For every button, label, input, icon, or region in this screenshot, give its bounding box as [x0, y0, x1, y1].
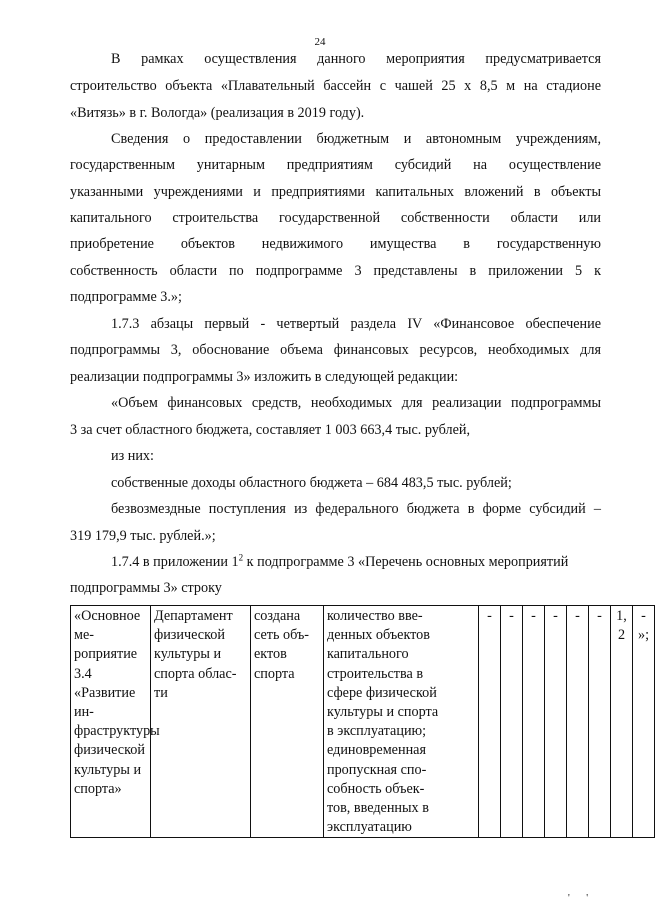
cell-responsible: Департамент физической культуры и спорта облас- ти [151, 606, 251, 838]
cell-value: - [589, 606, 611, 838]
cell-value-last: - »; [633, 606, 655, 838]
text-line: собственность области по подпрограмме 3 представлены в приложении 5 к [70, 263, 601, 279]
text-line: 3 за счет областного бюджета, составляет 1 003 663,4 тыс. рублей, [70, 422, 471, 438]
text-line: реализации подпрограммы 3» изложить в следующей редакции: [70, 369, 459, 385]
cell-value: - [567, 606, 589, 838]
text-line: из них: [111, 448, 154, 464]
text-line: подпрограммы 3» строку [70, 580, 222, 596]
annex-superscript: 2 [238, 552, 244, 563]
cell-result: создана сеть объ- ектов спорта [251, 606, 324, 838]
cell-value-2: 1, 2 [611, 606, 633, 838]
text-line: приобретение объектов недвижимого имущества в государственную [70, 236, 601, 252]
activity-row-table [70, 605, 655, 838]
text-line: безвозмездные поступления из федерального бюджета в форме субсидий – [111, 501, 601, 517]
footer-marks: ' ' [568, 893, 596, 904]
table-row [71, 606, 655, 838]
cell-value: - [523, 606, 545, 838]
text-line: Сведения о предоставлении бюджетным и автономным учреждениям, [111, 131, 601, 147]
annex-line [111, 552, 569, 570]
annex-line-before: 1.7.4 в приложении 1 [111, 554, 239, 570]
annex-line-after: к подпрограмме 3 «Перечень основных мероприятий [243, 554, 569, 570]
cell-indicator: количество вве- денных объектов капитального строительства в сфере физической культуры и спорта в эксплуатацию; единовременная пропускная спо- собность объек- тов, введенных в эксплуатацию [324, 606, 479, 838]
text-line: подпрограммы 3, обоснование объема финансовых ресурсов, необходимых для [70, 342, 601, 358]
text-line: собственные доходы областного бюджета – 684 483,5 тыс. рублей; [111, 475, 512, 491]
cell-activity-name: «Основное ме- роприятие 3.4 «Развитие ин- фраструктуры физической культуры и спорта» [71, 606, 151, 838]
text-line: 319 179,9 тыс. рублей.»; [70, 528, 216, 544]
text-line: строительство объекта «Плавательный бассейн с чашей 25 х 8,5 м на стадионе [70, 78, 601, 94]
text-line: 1.7.3 абзацы первый - четвертый раздела IV «Финансовое обеспечение [111, 316, 601, 332]
text-line: государственным унитарным предприятиям субсидий на осуществление [70, 157, 601, 173]
page-number: 24 [314, 36, 326, 48]
text-line: «Объем финансовых средств, необходимых для реализации подпрограммы [111, 395, 601, 411]
text-line: указанными учреждениями и предприятиями капитальных вложений в объекты [70, 184, 601, 200]
text-line: В рамках осуществления данного мероприятия предусматривается [111, 51, 601, 67]
text-line: «Витязь» в г. Вологда» (реализация в 2019 году). [70, 105, 365, 121]
cell-value: - [501, 606, 523, 838]
cell-value: - [545, 606, 567, 838]
text-line: капитального строительства государственной собственности области или [70, 210, 601, 226]
text-line: подпрограмме 3.»; [70, 289, 182, 305]
cell-value: - [479, 606, 501, 838]
